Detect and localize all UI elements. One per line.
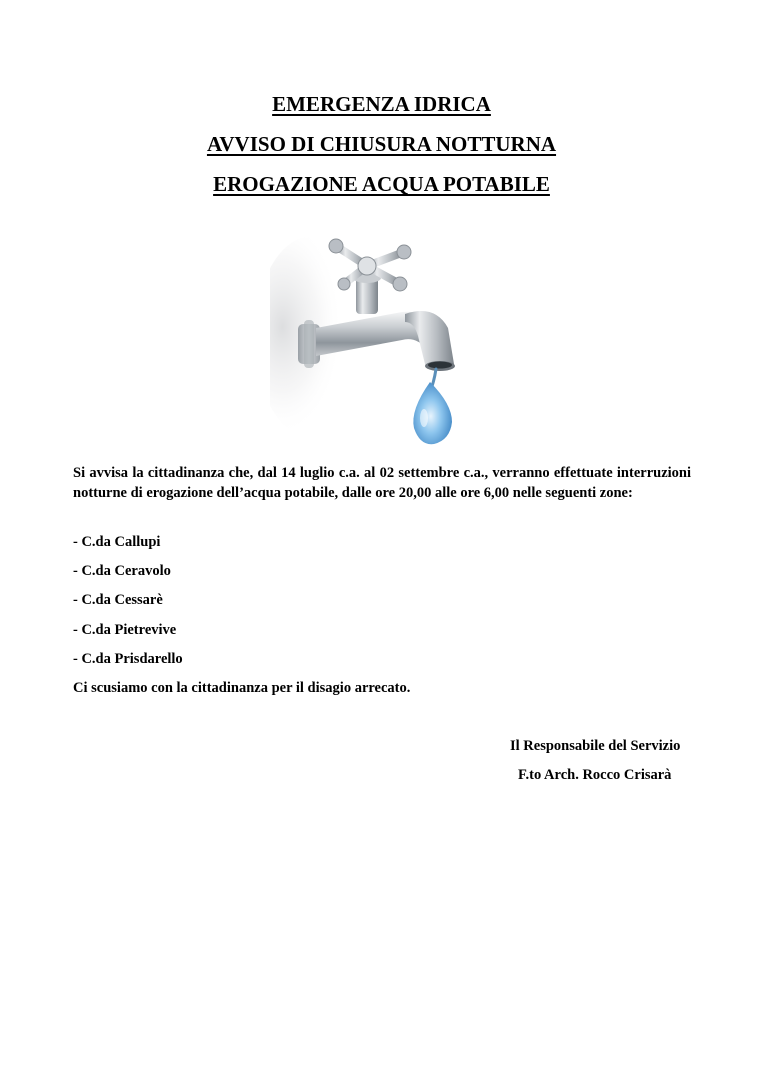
title-night-closure [0,131,763,157]
water-faucet-drip-icon [270,232,470,454]
signature-role: Il Responsabile del Servizio [510,738,681,754]
title-water-supply [0,171,763,197]
title-emergency [0,91,763,117]
zone-list-item: - C.da Prisdarello [73,651,183,667]
apology-text: Ci scusiamo con la cittadinanza per il disagio arrecato. [73,680,411,696]
zone-list-item: - C.da Pietrevive [73,622,177,638]
zone-list-item: - C.da Ceravolo [73,563,171,579]
zone-list-item: - C.da Cessarè [73,592,163,608]
title-emergency-text: EMERGENZA IDRICA [272,92,491,116]
title-night-closure-text: AVVISO DI CHIUSURA NOTTURNA [206,132,557,156]
notice-intro-paragraph: Si avvisa la cittadinanza che, dal 14 luglio c.a. al 02 settembre c.a., verranno effettuate interruzioni notturne di erogazione dell’acqua potabile, dalle ore 20,00 alle ore 6,00 nelle seguenti zone: [73,465,691,501]
title-water-supply-text: EROGAZIONE ACQUA POTABILE [213,172,550,196]
zone-list-item: - C.da Callupi [73,534,161,550]
signature-name: F.to Arch. Rocco Crisarà [518,767,672,783]
